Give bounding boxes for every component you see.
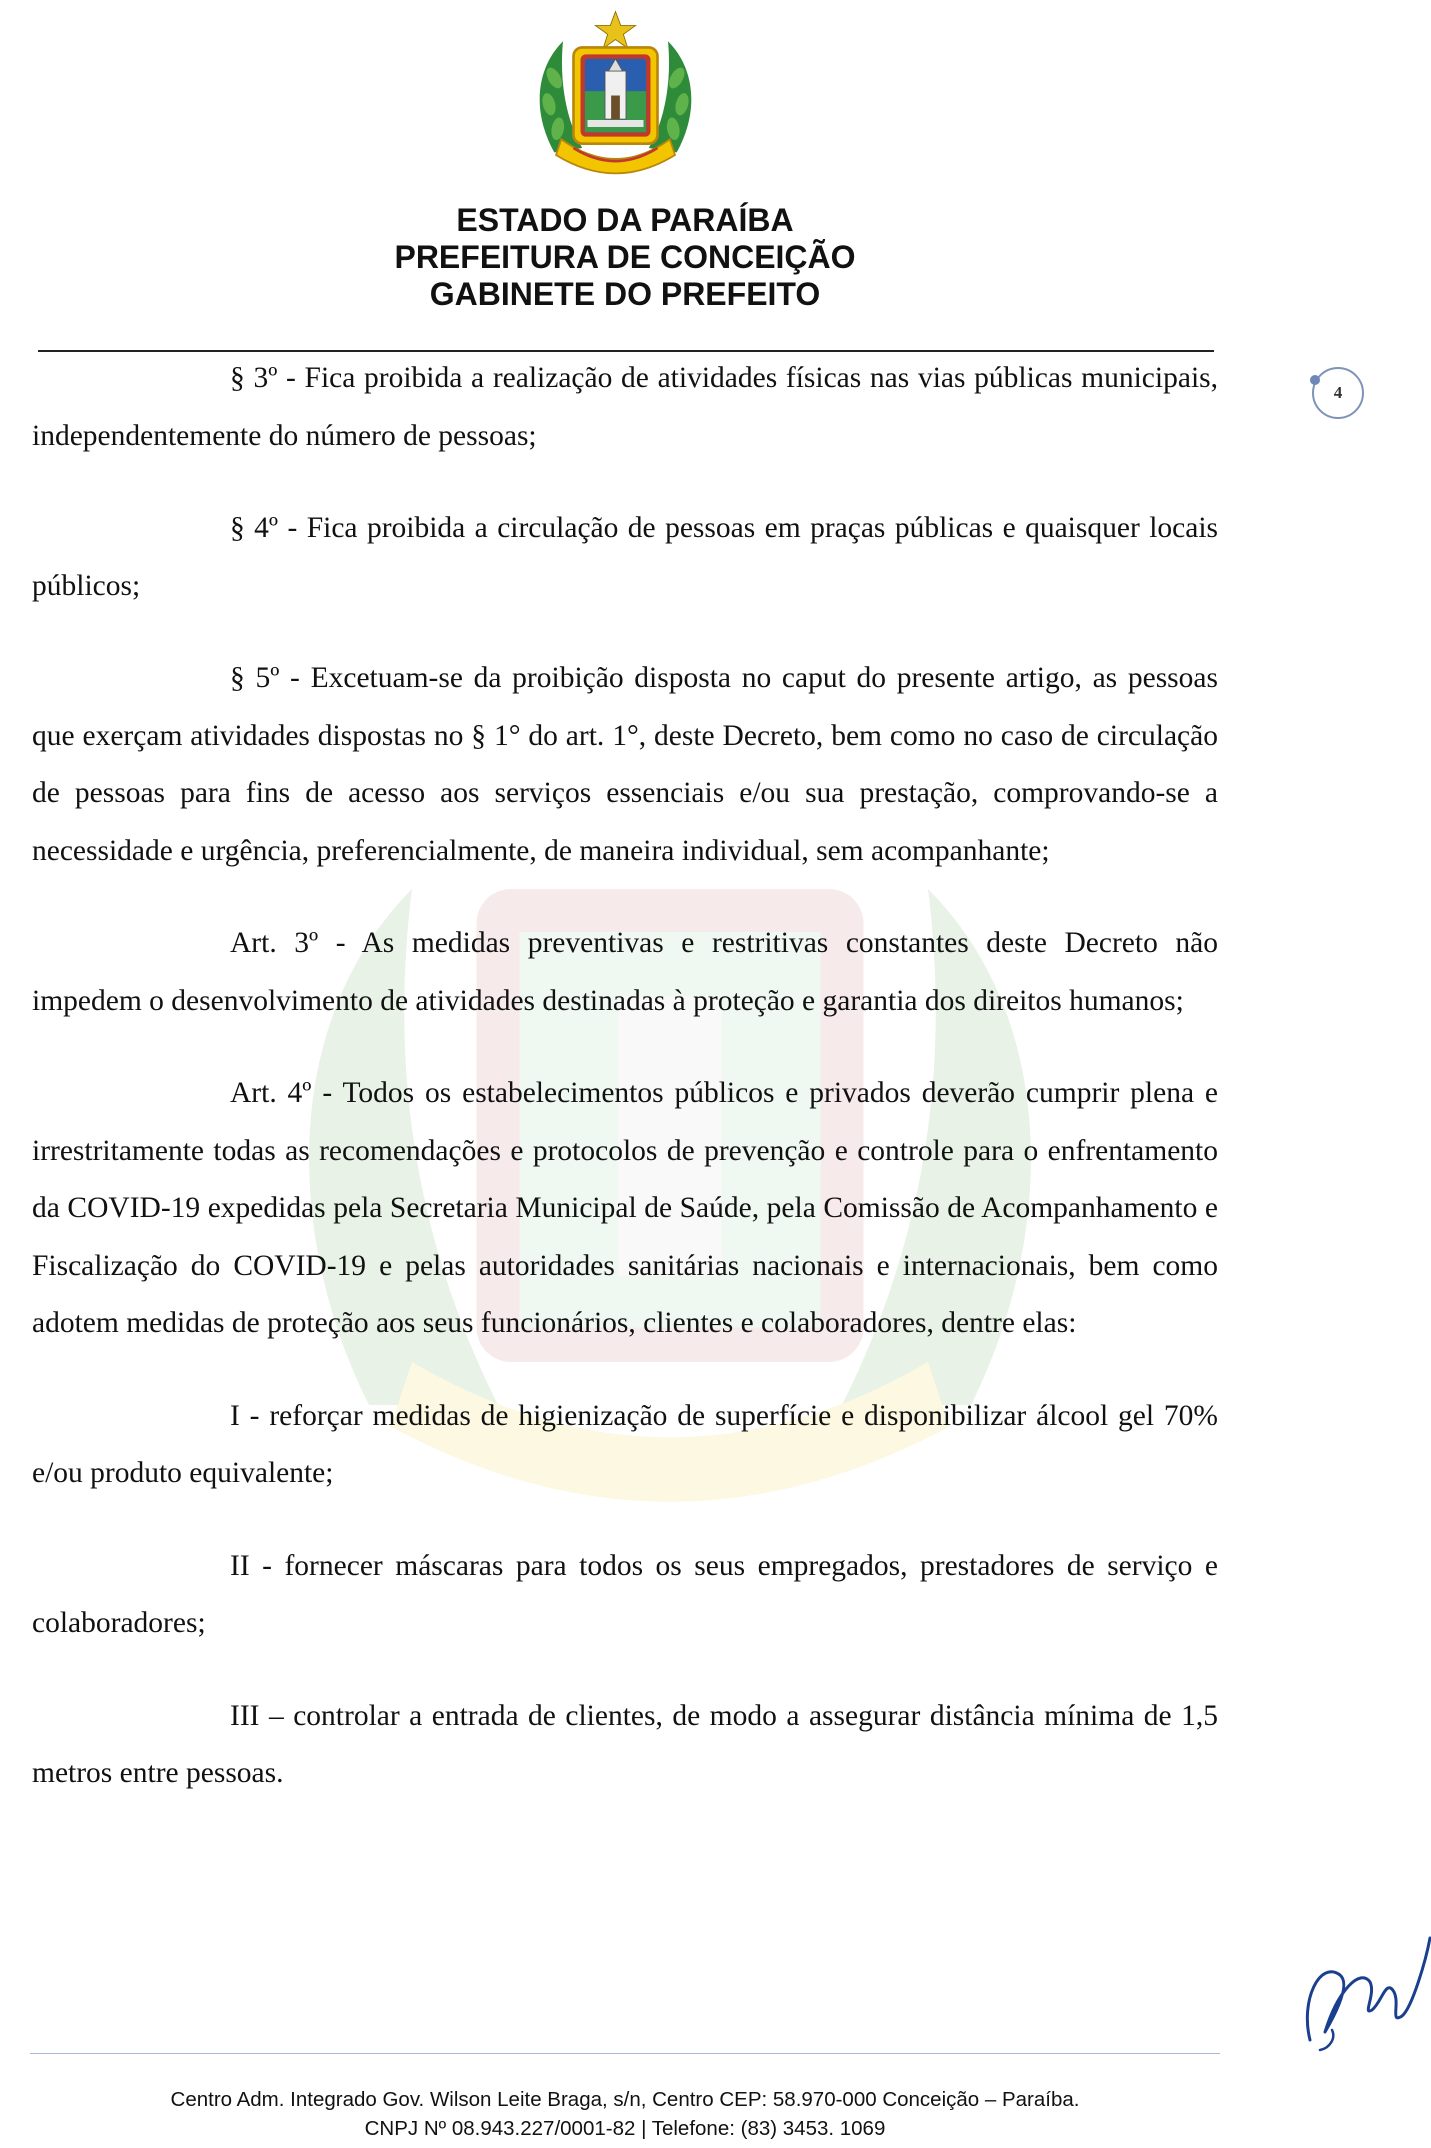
paragraph-item-i: I - reforçar medidas de higienização de superfície e disponibilizar álcool gel 70% e/ou produto equivalente; — [32, 1399, 1218, 1489]
paragraph-item-iii: III – controlar a entrada de clientes, de modo a assegurar distância mínima de 1,5 metros entre pessoas. — [32, 1699, 1218, 1789]
handwritten-signature — [1290, 1920, 1431, 2070]
paragraph-article-3: Art. 3º - As medidas preventivas e restritivas constantes deste Decreto não impedem o desenvolvimento de atividades destinadas à proteção e garantia dos direitos humanos; — [32, 927, 1218, 1017]
footer-contact: CNPJ Nº 08.943.227/0001-82 | Telefone: (83) 3453. 1069 — [364, 2117, 886, 2140]
footer-address: Centro Adm. Integrado Gov. Wilson Leite Braga, s/n, Centro CEP: 58.970-000 Conceição – Paraíba. — [170, 2088, 1080, 2111]
page-number: 4 — [1333, 383, 1343, 402]
header-office-name: GABINETE DO PREFEITO — [429, 276, 821, 312]
paragraph-section-5: § 5º - Excetuam-se da proibição disposta no caput do presente artigo, as pessoas que exerçam atividades dispostas no § 1° do art. 1°, deste Decreto, bem como no caso de circulação de pessoas para fins de acesso aos serviços essenciais e/ou sua prestação, comprovando-se a necessidade e urgência, preferencialmente, de maneira individual, sem acompanhante; — [32, 662, 1218, 867]
paragraph-article-4: Art. 4º - Todos os estabelecimentos públicos e privados deverão cumprir plena e irrestritamente todas as recomendações e protocolos de prevenção e controle para o enfrentamento da COVID-19 expedidas pela Secretaria Municipal de Saúde, pela Comissão de Acompanhamento e Fiscalização do COVID-19 e pelas autoridades sanitárias nacionais e internacionais, bem como adotem medidas de proteção aos seus funcionários, clientes e colaboradores, dentre elas: — [32, 1077, 1218, 1339]
header-prefecture-name: PREFEITURA DE CONCEIÇÃO — [394, 239, 856, 275]
header-state-name: ESTADO DA PARAÍBA — [456, 202, 794, 238]
footer-divider — [30, 2053, 1220, 2054]
paragraph-item-ii: II - fornecer máscaras para todos os seus empregados, prestadores de serviço e colaboradores; — [32, 1549, 1218, 1639]
paragraph-section-4: § 4º - Fica proibida a circulação de pessoas em praças públicas e quaisquer locais públicos; — [32, 512, 1218, 602]
page-number-badge — [1312, 367, 1364, 419]
document-body — [32, 350, 1218, 1838]
paragraph-section-3: § 3º - Fica proibida a realização de atividades físicas nas vias públicas municipais, independentemente do número de pessoas; — [32, 362, 1218, 452]
badge-dot-icon — [1310, 375, 1320, 385]
coat-of-arms-crest — [528, 8, 703, 183]
